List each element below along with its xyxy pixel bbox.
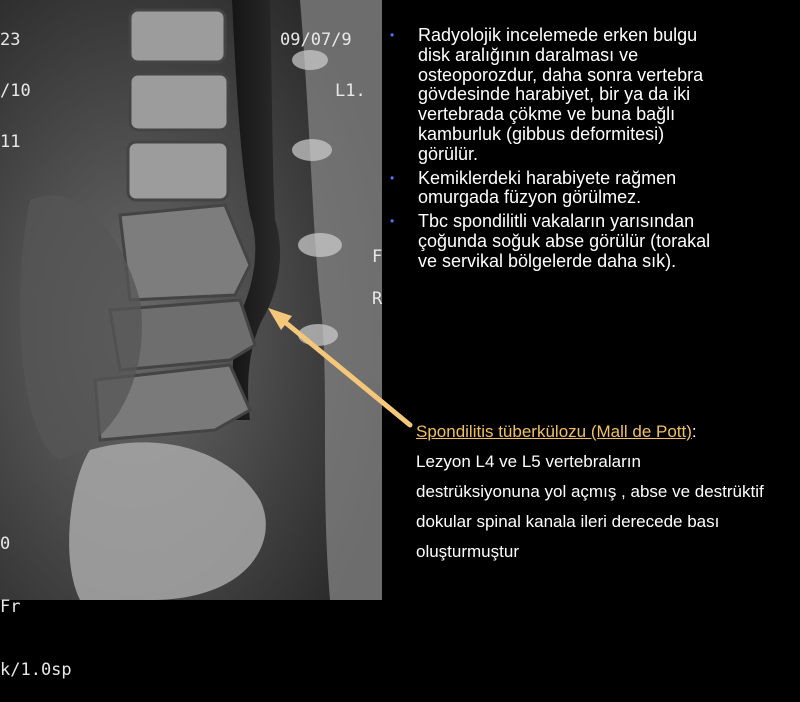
caption-line: Lezyon L4 ve L5 vertebraların — [416, 452, 641, 471]
bullet-list — [388, 26, 718, 276]
caption-colon: : — [691, 422, 697, 441]
bullet-text: Radyolojik incelemede erken bulgu disk aralığının daralması ve osteoporozdur, daha sonra vertebra gövdesinde harabiyet, bir ya da iki vertebrada çökme ve buna bağlı kamburluk (gibbus deformitesi) görülür. — [418, 25, 704, 164]
bullet-item — [388, 212, 718, 271]
caption-line: dokular spinal kanala ileri derecede bası — [416, 512, 720, 531]
overlay-line: L1. — [335, 81, 366, 101]
bullet-text: Tbc spondilitli vakaların yarısından çoğunda soğuk abse görülür (torakal ve servikal bölgelerde daha sık). — [418, 211, 711, 271]
bullet-icon: • — [390, 214, 395, 229]
bullet-text: Kemiklerdeki harabiyete rağmen omurgada füzyon görülmez. — [418, 167, 677, 208]
overlay-line: R — [372, 289, 383, 309]
overlay-line: /10 — [0, 81, 31, 101]
caption-line: oluşturmuştur — [416, 542, 519, 561]
bullet-item — [388, 169, 718, 209]
caption-title: Spondilitis tüberkülozu (Mall de Pott) — [416, 422, 692, 441]
caption-line: destrüksiyonuna yol açmış , abse ve destrüktif — [416, 482, 764, 501]
overlay-line: 09/07/9 — [280, 30, 352, 50]
bullet-icon: • — [390, 28, 395, 42]
overlay-line: Fr — [0, 597, 21, 617]
overlay-line: 23 — [0, 30, 21, 50]
overlay-line: 0 — [0, 534, 11, 554]
caption-heading — [416, 417, 796, 447]
bullet-icon: • — [390, 170, 395, 185]
bullet-item — [388, 26, 718, 165]
overlay-line: k/1.0sp — [0, 660, 72, 680]
caption — [416, 417, 796, 567]
overlay-line: 11 — [0, 132, 21, 152]
overlay-line: F — [372, 247, 383, 267]
